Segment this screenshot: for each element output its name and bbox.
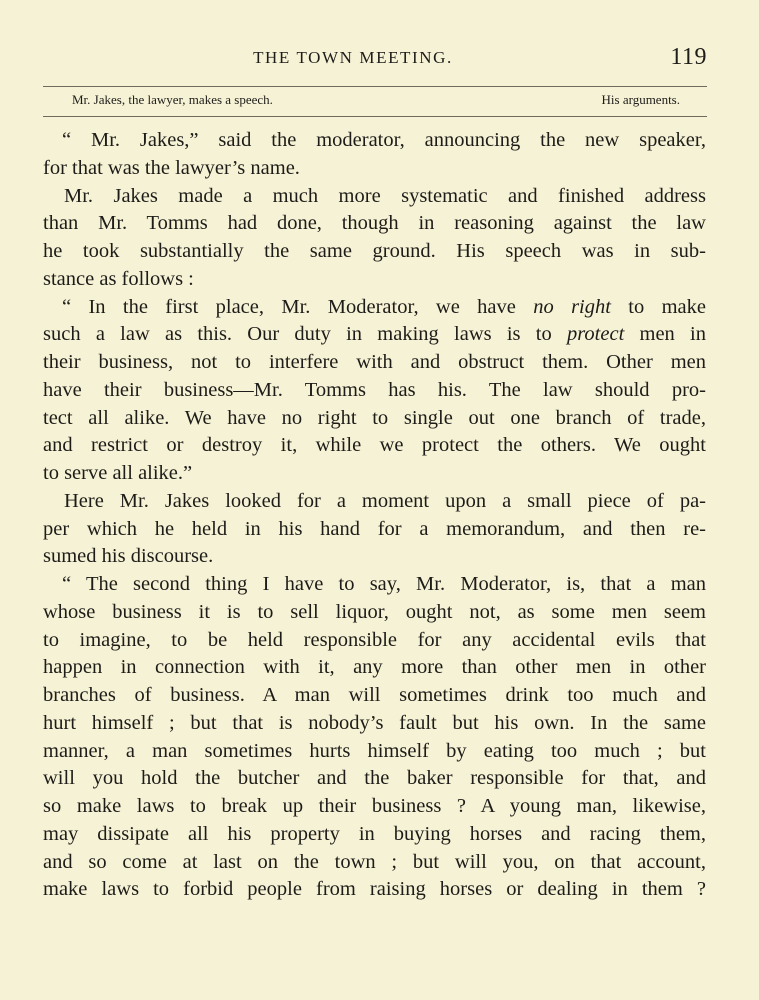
text-line: will you hold the butcher and the baker responsible for that, and — [43, 767, 706, 790]
text-line: hurt himself ; but that is nobody’s fault but his own. In the same — [43, 711, 706, 734]
text-line: per which he held in his hand for a memorandum, and then re- — [43, 517, 706, 540]
text-line — [43, 321, 706, 349]
text-line: sumed his discourse. — [43, 545, 214, 568]
text-line: so make laws to break up their business ? A young man, likewise, — [43, 795, 706, 817]
header-rule-top — [43, 86, 707, 87]
text-line: and restrict or destroy it, while we protect the others. We ought — [43, 434, 706, 457]
text-line: their business, not to interfere with and obstruct them. Other men — [43, 351, 706, 373]
text-line: whose business it is to sell liquor, ought not, as some men seem — [43, 600, 706, 623]
header-rule-bottom — [43, 116, 707, 117]
text-line: to imagine, to be held responsible for any accidental evils that — [43, 628, 706, 651]
text-run: such a law as this. Our duty in making laws is to — [43, 323, 567, 346]
text-line: for that was the lawyer’s name. — [43, 156, 300, 179]
text-run: men in — [624, 323, 706, 346]
side-note-right: His arguments. — [601, 92, 680, 107]
text-line — [43, 294, 706, 322]
text-line: stance as follows : — [43, 267, 194, 290]
text-line: to serve all alike.” — [43, 462, 193, 484]
body-text — [43, 127, 706, 904]
side-note-left: Mr. Jakes, the lawyer, makes a speech. — [72, 92, 273, 107]
text-line: branches of business. A man will sometimes drink too much and — [43, 684, 706, 706]
running-head — [43, 44, 707, 72]
text-line: manner, a man sometimes hurts himself by eating too much ; but — [43, 739, 706, 762]
text-line: and so come at last on the town ; but will you, on that account, — [43, 850, 706, 873]
text-line: happen in connection with it, any more than other men in other — [43, 656, 706, 679]
page-number: 119 — [670, 44, 707, 70]
text-run: “ In the first place, Mr. Moderator, we have — [62, 295, 534, 318]
running-title: THE TOWN MEETING. — [253, 48, 453, 67]
text-line: than Mr. Tomms had done, though in reasoning against the law — [43, 212, 706, 235]
text-run: to make — [610, 295, 706, 318]
text-line: he took substantially the same ground. His speech was in sub- — [43, 240, 706, 262]
text-line: may dissipate all his property in buying horses and racing them, — [43, 822, 706, 845]
text-line: “ Mr. Jakes,” said the moderator, announcing the new speaker, — [62, 129, 706, 151]
text-line: Mr. Jakes made a much more systematic and finished address — [64, 184, 706, 207]
text-line: tect all alike. We have no right to single out one branch of trade, — [43, 406, 706, 429]
text-line: make laws to forbid people from raising horses or dealing in them ? — [43, 878, 706, 901]
side-notes — [72, 92, 680, 108]
italic-run: protect — [566, 323, 625, 346]
text-line: have their business—Mr. Tomms has his. The law should pro- — [43, 378, 706, 401]
text-line: “ The second thing I have to say, Mr. Moderator, is, that a man — [62, 573, 706, 595]
text-line: Here Mr. Jakes looked for a moment upon a small piece of pa- — [64, 489, 706, 512]
italic-run: no right — [533, 295, 611, 318]
